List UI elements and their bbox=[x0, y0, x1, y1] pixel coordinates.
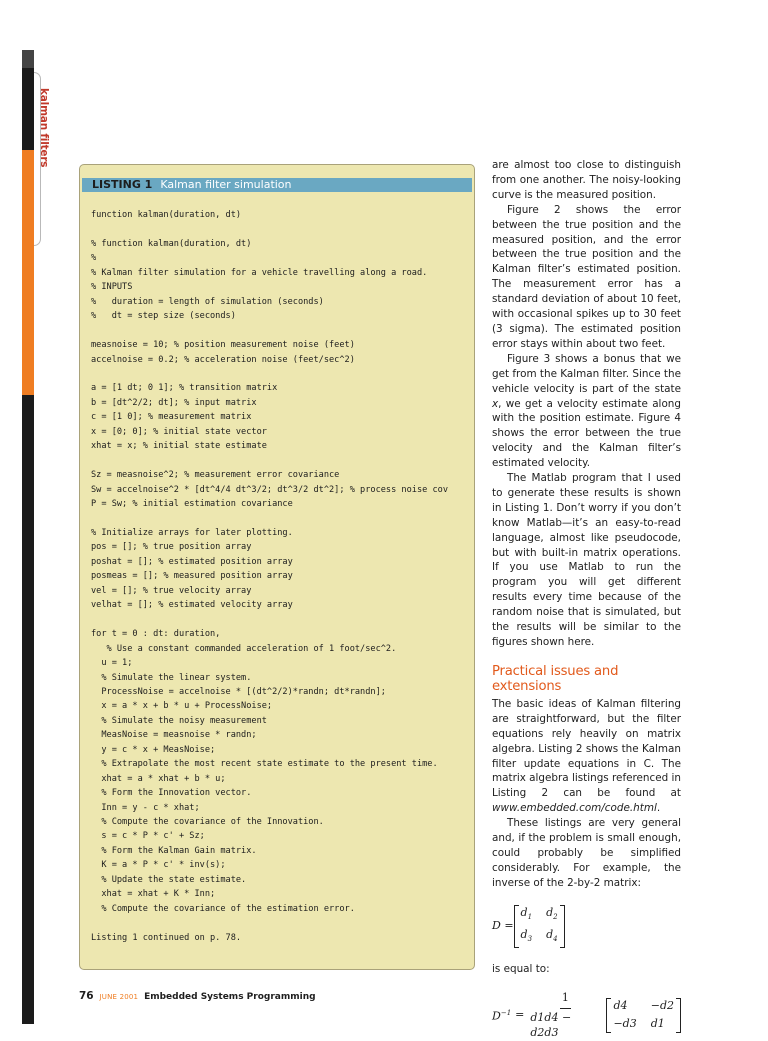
state-variable: x bbox=[492, 397, 499, 410]
code-url-link[interactable]: www.embedded.com/code.html bbox=[492, 802, 657, 815]
paragraph: is equal to: bbox=[492, 962, 550, 975]
article-column bbox=[492, 158, 681, 1041]
section-side-label: kalman filters bbox=[38, 88, 50, 168]
page-number: 76 bbox=[79, 990, 94, 1002]
matrix-cell: d1 bbox=[650, 1017, 665, 1031]
inverse-equation bbox=[492, 991, 681, 1041]
matrix-cell: −d2 bbox=[650, 999, 674, 1013]
matrix-d bbox=[514, 905, 565, 948]
fraction bbox=[530, 991, 600, 1041]
matrix-inverse bbox=[606, 998, 681, 1033]
paragraph: These listings are very general and, if the problem is small enough, could probably be simplified considerably. For example, the inverse of the 2-by-2 matrix: bbox=[492, 817, 681, 889]
matrix-equation bbox=[492, 905, 681, 948]
paragraph: Figure 2 shows the error between the true position and the measured position, and the error between the true position and the Kalman filter’s estimated position. The measurement error has a standard deviation of about 10 feet, with occasional spikes up to 30 feet (3 sigma). The estimated position error stays within about two feet. bbox=[492, 203, 681, 350]
paragraph: are almost too close to distinguish from one another. The noisy-looking curve is the measured position. bbox=[492, 159, 681, 201]
matrix-cell: $d_4$ bbox=[546, 927, 558, 943]
listing-number: LISTING 1 bbox=[92, 178, 153, 191]
section-heading: Practical issues and extensions bbox=[492, 663, 619, 695]
code-listing-box bbox=[79, 164, 475, 970]
matrix-cell: −d3 bbox=[613, 1017, 637, 1031]
paragraph-text: Figure 3 shows a bonus that we get from the Kalman filter. Since the vehicle velocity is part of the state bbox=[492, 352, 681, 395]
paragraph: The Matlab program that I used to generate these results is shown in Listing 1. Don’t worry if you don’t know Matlab—it’s an easy-to-read language, almost like pseudocode, but with built-in matrix operations. If you use Matlab to run the program you will get different results every time because of the random noise that is simulated, but the results will be similar to the figures shown here. bbox=[492, 472, 681, 648]
paragraph-text: The basic ideas of Kalman filtering are straightforward, but the filter equations rely heavily on matrix algebra. Listing 2 shows the Kalman filter update equations in C. The matrix algebra listings referenced in Listing 2 can be found at bbox=[492, 697, 681, 800]
equation-lhs: $D^{-1}$ bbox=[492, 1009, 512, 1024]
listing-code: function kalman(duration, dt) % function kalman(duration, dt) % % Kalman filter simulation for a vehicle travelling along a road. % INPUTS % duration = length of simulation (seconds) % dt = step size (seconds) measnoise = 10; % position measurement noise (feet) accelnoise = 0.2; % acceleration noise (feet/sec^2) a = [1 dt; 0 1]; % transition matrix b = [dt^2/2; dt]; % input matrix c = [1 0]; % measurement matrix x = [0; 0]; % initial state vector xhat = x; % initial state estimate Sz = measnoise^2; % measurement error covariance Sw = accelnoise^2 * [dt^4/4 dt^3/2; dt^3/2 dt^2]; % process noise cov P = Sw; % initial estimation covariance % Initialize arrays for later plotting. pos = []; % true position array poshat = []; % estimated position array posmeas = []; % measured position array vel = []; % true velocity array velhat = []; % estimated velocity array for t = 0 : dt: duration, % Use a constant commanded acceleration of 1 foot/sec^2. u = 1; % Simulate the linear system. ProcessNoise = accelnoise * [(dt^2/2)*randn; dt*randn]; x = a * x + b * u + ProcessNoise; % Simulate the noisy measurement MeasNoise = measnoise * randn; y = c * x + MeasNoise; % Extrapolate the most recent state estimate to the present time. xhat = a * xhat + b * u; % Form the Innovation vector. Inn = y - c * xhat; % Compute the covariance of the Innovation. s = c * P * c' + Sz; % Form the Kalman Gain matrix. K = a * P * c' * inv(s); % Update the state estimate. xhat = xhat + K * Inn; % Compute the covariance of the estimation error. Listing 1 continued on p. 78. bbox=[91, 210, 448, 943]
fraction-numerator: 1 bbox=[560, 991, 571, 1009]
left-margin-orange-strip bbox=[22, 150, 34, 395]
paragraph bbox=[492, 697, 681, 816]
matrix-cell: $d_1$ bbox=[520, 905, 533, 921]
matrix-cell: $d_3$ bbox=[520, 927, 533, 943]
matrix-cell: $d_2$ bbox=[546, 905, 558, 921]
left-margin-strip-top bbox=[22, 50, 34, 68]
magazine-name: Embedded Systems Programming bbox=[144, 992, 316, 1002]
paragraph-text: , we get a velocity estimate along with the position estimate. Figure 4 shows the error between the true velocity and the Kalman filter’s estimated velocity. bbox=[492, 397, 681, 470]
paragraph bbox=[492, 352, 681, 471]
matrix-cell: d4 bbox=[613, 999, 628, 1013]
fraction-denominator: d1d4 − d2d3 bbox=[530, 1010, 572, 1039]
equation-lhs: D = bbox=[492, 918, 514, 932]
issue-date: JUNE 2001 bbox=[99, 993, 139, 1001]
page-footer bbox=[79, 990, 316, 1002]
equals-sign: = bbox=[515, 1008, 525, 1022]
paragraph-text: . bbox=[656, 802, 661, 815]
listing-title: Kalman filter simulation bbox=[160, 178, 292, 191]
listing-header bbox=[82, 178, 472, 192]
